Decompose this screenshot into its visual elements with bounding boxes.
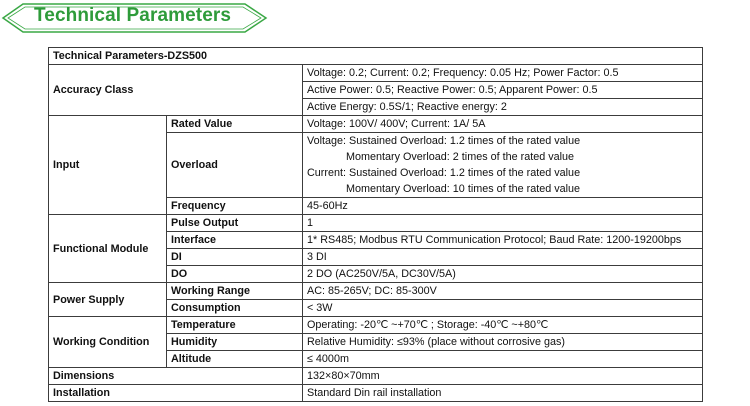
functional-module-label: Functional Module: [49, 215, 167, 283]
overload-line: Voltage: Sustained Overload: 1.2 times of the rated value: [307, 135, 581, 147]
do-value: 2 DO (AC250V/5A, DC30V/5A): [303, 266, 703, 283]
table-row: [49, 116, 703, 133]
installation-value: Standard Din rail installation: [303, 385, 703, 402]
overload-value: [303, 133, 703, 198]
table-row: [49, 368, 703, 385]
temperature-value: Operating: -20℃ ~+70℃ ; Storage: -40℃ ~+80℃: [303, 317, 703, 334]
di-label: DI: [167, 249, 303, 266]
working-range-value: AC: 85-265V; DC: 85-300V: [303, 283, 703, 300]
technical-parameters-table: [48, 47, 703, 402]
do-label: DO: [167, 266, 303, 283]
table-title: Technical Parameters-DZS500: [49, 48, 703, 65]
overload-line: Current: Sustained Overload: 1.2 times of the rated value: [307, 167, 581, 179]
altitude-value: ≤ 4000m: [303, 351, 703, 368]
table-row: [49, 283, 703, 300]
frequency-label: Frequency: [167, 198, 303, 215]
table-row: [49, 215, 703, 232]
humidity-value: Relative Humidity: ≤93% (place without corrosive gas): [303, 334, 703, 351]
overload-line: Momentary Overload: 10 times of the rated value: [307, 183, 581, 195]
overload-label: Overload: [167, 133, 303, 198]
interface-label: Interface: [167, 232, 303, 249]
working-range-label: Working Range: [167, 283, 303, 300]
accuracy-value: Active Power: 0.5; Reactive Power: 0.5; Apparent Power: 0.5: [303, 82, 703, 99]
interface-value: 1* RS485; Modbus RTU Communication Protocol; Baud Rate: 1200-19200bps: [303, 232, 703, 249]
dimensions-value: 132×80×70mm: [303, 368, 703, 385]
section-banner: [0, 0, 270, 38]
di-value: 3 DI: [303, 249, 703, 266]
accuracy-value: Voltage: 0.2; Current: 0.2; Frequency: 0.05 Hz; Power Factor: 0.5: [303, 65, 703, 82]
section-title: Technical Parameters: [34, 5, 232, 26]
accuracy-class-label: Accuracy Class: [49, 65, 303, 116]
pulse-output-label: Pulse Output: [167, 215, 303, 232]
rated-value: Voltage: 100V/ 400V; Current: 1A/ 5A: [303, 116, 703, 133]
installation-label: Installation: [49, 385, 303, 402]
humidity-label: Humidity: [167, 334, 303, 351]
consumption-value: < 3W: [303, 300, 703, 317]
table-row: [49, 317, 703, 334]
overload-line: Momentary Overload: 2 times of the rated value: [307, 151, 575, 163]
consumption-label: Consumption: [167, 300, 303, 317]
frequency-value: 45-60Hz: [303, 198, 703, 215]
working-condition-label: Working Condition: [49, 317, 167, 368]
accuracy-value: Active Energy: 0.5S/1; Reactive energy: 2: [303, 99, 703, 116]
altitude-label: Altitude: [167, 351, 303, 368]
pulse-output-value: 1: [303, 215, 703, 232]
power-supply-label: Power Supply: [49, 283, 167, 317]
table-row: [49, 385, 703, 402]
dimensions-label: Dimensions: [49, 368, 303, 385]
temperature-label: Temperature: [167, 317, 303, 334]
input-label: Input: [49, 116, 167, 215]
table-header-row: [49, 48, 703, 65]
rated-value-label: Rated Value: [167, 116, 303, 133]
table-row: [49, 65, 703, 82]
